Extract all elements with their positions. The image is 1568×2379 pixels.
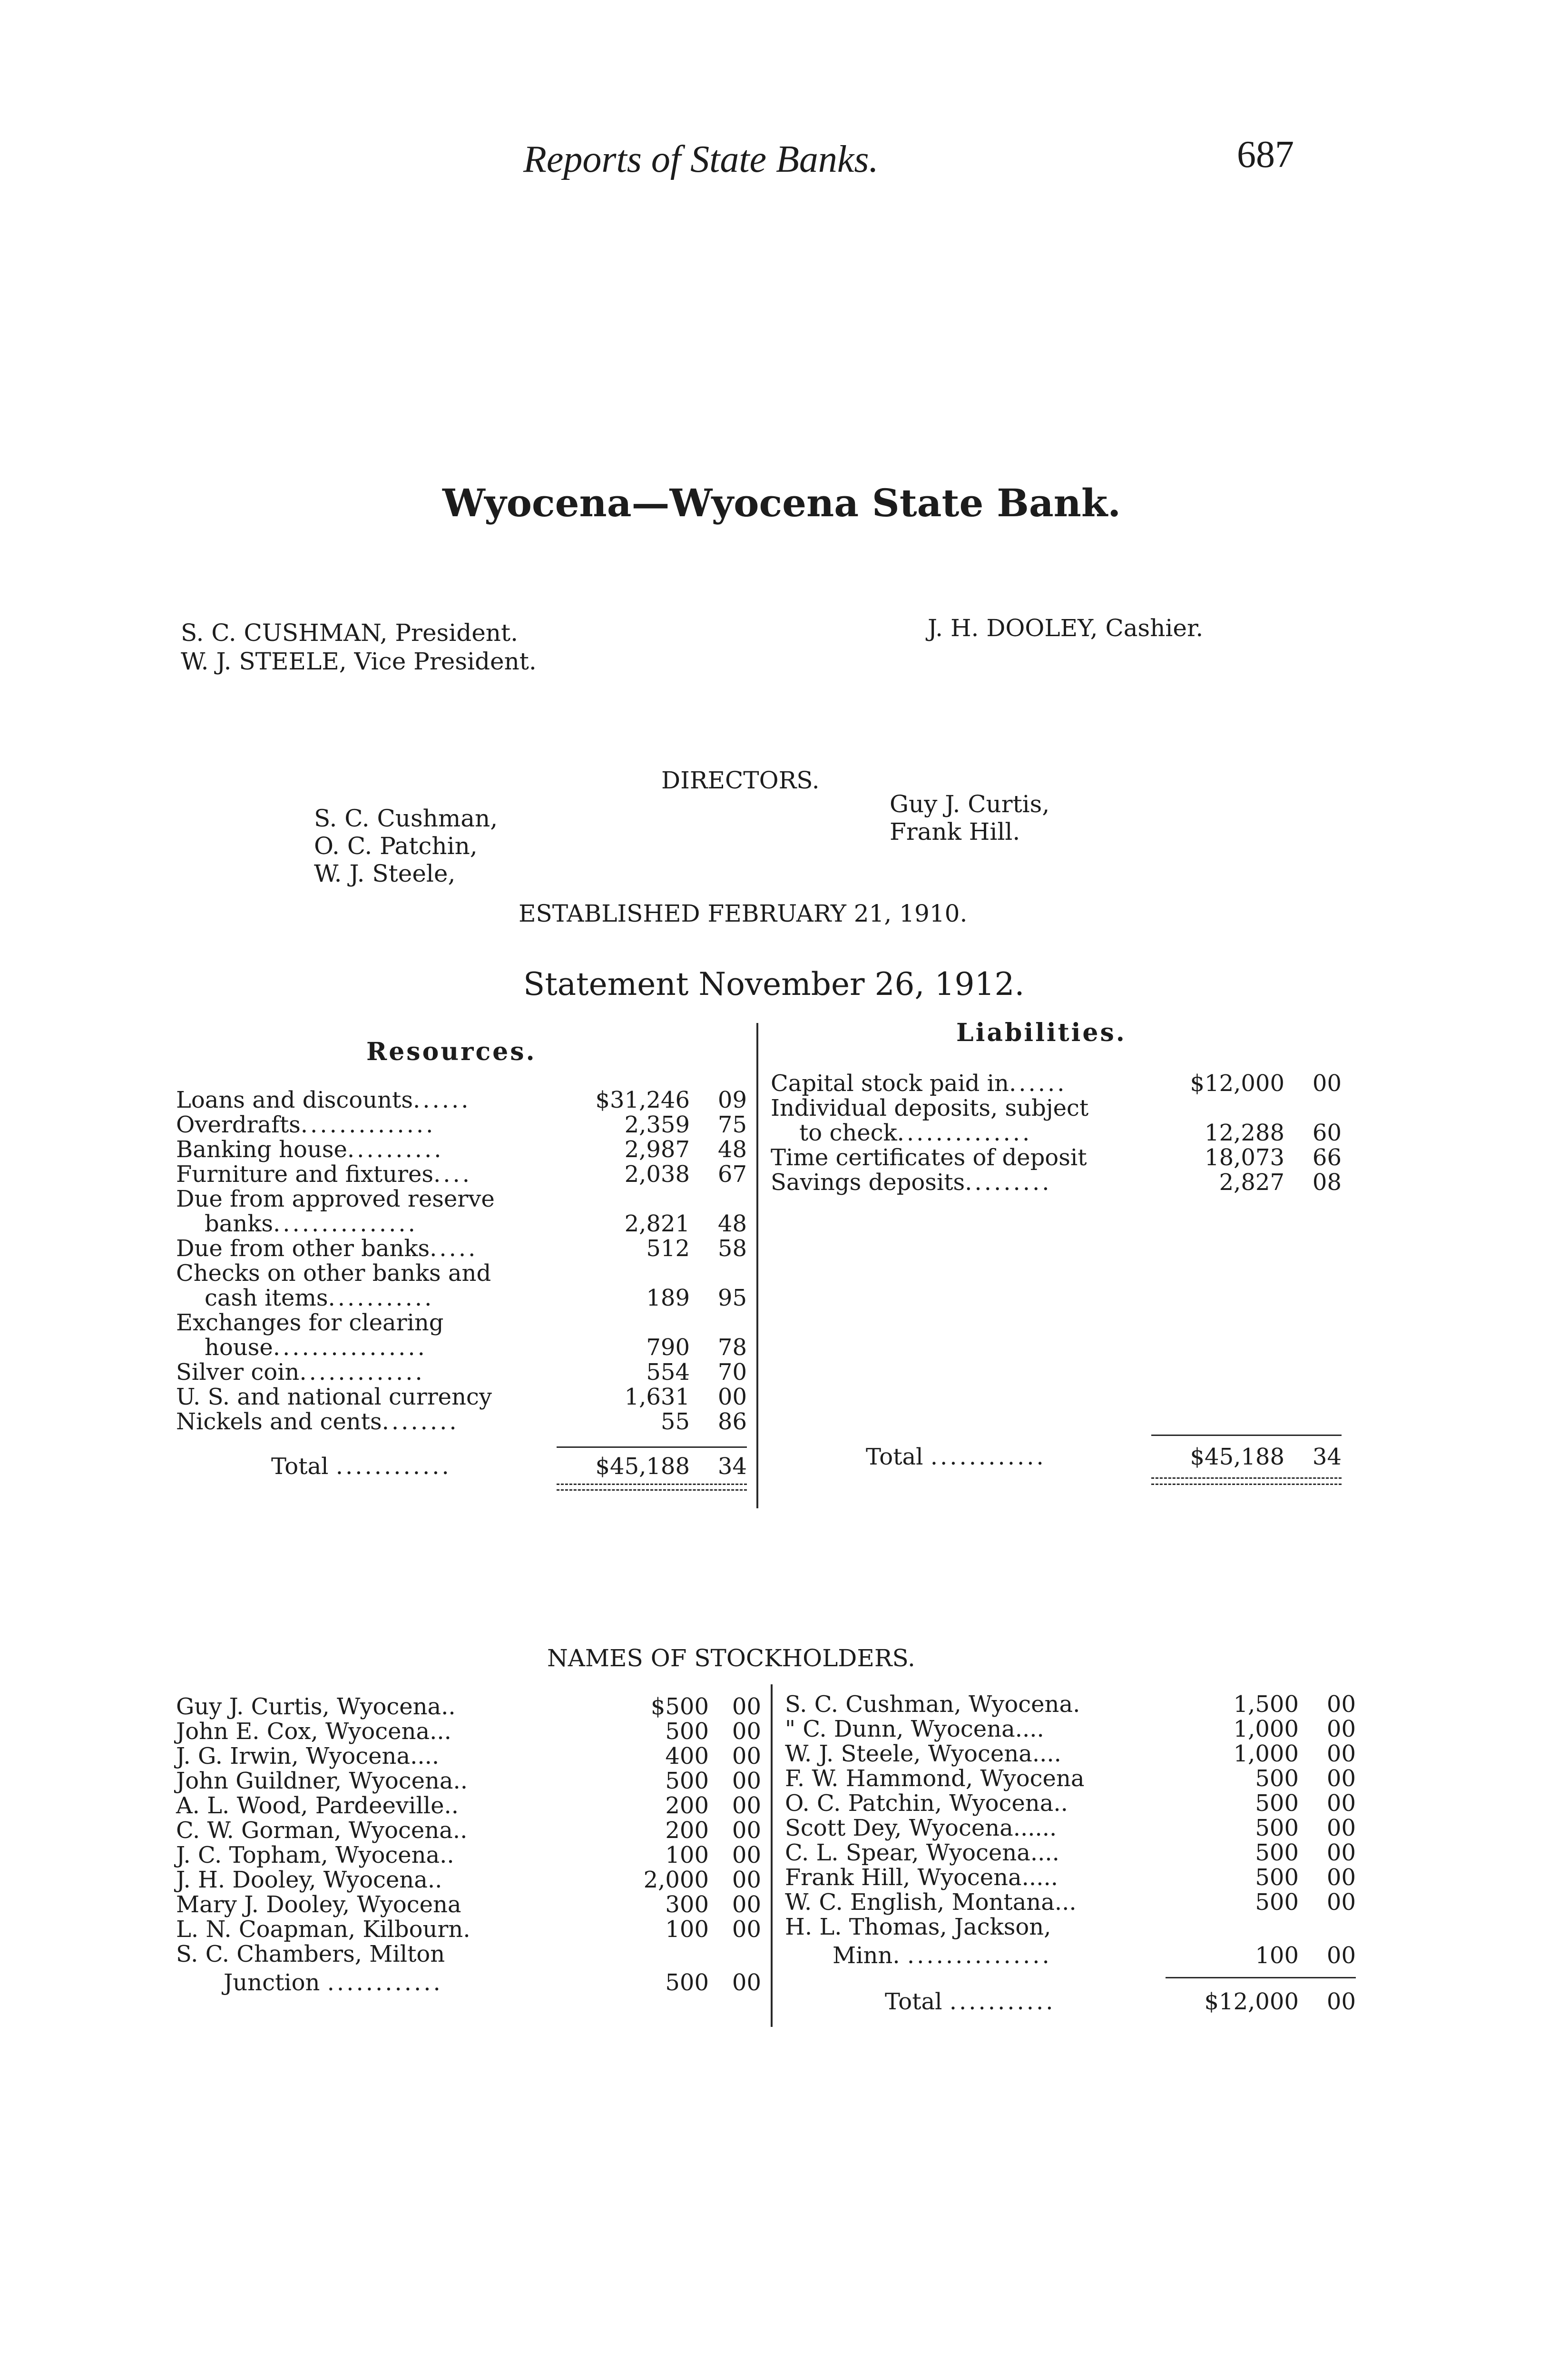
stockholders-heading: NAMES OF STOCKHOLDERS. <box>547 1644 915 1672</box>
stockholder-row <box>176 1743 761 1769</box>
stockholder-name: O. C. Patchin, Wyocena.. <box>785 1790 1068 1817</box>
stockholder-dollars: $500 <box>650 1693 709 1720</box>
stockholder-cents: 00 <box>1326 1740 1356 1767</box>
stockholder-cents: 00 <box>732 1792 761 1819</box>
stockholder-cents: 00 <box>1326 1765 1356 1792</box>
stockholder-cents: 00 <box>732 1891 761 1918</box>
resource-cents: 67 <box>717 1161 747 1188</box>
director-name: Frank Hill. <box>890 818 1020 845</box>
resource-cents: 48 <box>717 1210 747 1237</box>
stockholder-dollars: 500 <box>1255 1889 1299 1916</box>
stockholder-row <box>176 1719 761 1744</box>
resource-dollars: 2,038 <box>624 1161 690 1188</box>
liability-cents: 66 <box>1312 1144 1342 1171</box>
resource-row: Banking house.......... 2,987 48 <box>176 1136 747 1163</box>
liability-row: Capital stock paid in...... $12,000 00 <box>771 1070 1342 1097</box>
stockholder-dollars: 500 <box>665 1768 709 1794</box>
stockholder-dollars: 500 <box>1255 1815 1299 1841</box>
stockholder-dollars: 200 <box>665 1792 709 1819</box>
stockholder-cents: 00 <box>732 1743 761 1770</box>
stockholder-name: " C. Dunn, Wyocena.... <box>785 1716 1044 1742</box>
resource-label: Due from other banks <box>176 1235 430 1262</box>
stockholder-row <box>785 1840 1356 1866</box>
stockholder-name: C. W. Gorman, Wyocena.. <box>176 1817 468 1844</box>
liability-dollars: $12,000 <box>1190 1070 1284 1097</box>
stockholder-row <box>785 1889 1356 1915</box>
stockholder-name: Junction <box>224 1969 320 1996</box>
resource-dollars: 554 <box>646 1359 690 1386</box>
stockholder-dollars: 300 <box>665 1891 709 1918</box>
resource-dollars: 512 <box>646 1235 690 1262</box>
resource-label: banks <box>205 1210 273 1237</box>
stockholder-name: Frank Hill, Wyocena..... <box>785 1864 1058 1891</box>
stockholder-dollars: 100 <box>665 1842 709 1868</box>
stockholder-cents: 00 <box>732 1768 761 1794</box>
stockholders-left-list <box>176 1694 761 2017</box>
liability-dollars: 2,827 <box>1219 1169 1284 1196</box>
liability-cents: 00 <box>1312 1070 1342 1097</box>
stockholder-name: J. H. Dooley, Wyocena.. <box>176 1867 442 1893</box>
resource-row: banks............... 2,821 48 <box>205 1210 747 1237</box>
liabilities-total-row: Total ............ $45,188 34 <box>866 1444 1342 1470</box>
resource-row: house................ 790 78 <box>205 1334 747 1361</box>
liability-cents: 08 <box>1312 1169 1342 1196</box>
resource-cents: 00 <box>717 1384 747 1410</box>
resource-cents: 48 <box>717 1136 747 1163</box>
director-name: O. C. Patchin, <box>314 832 478 860</box>
stockholder-name: J. G. Irwin, Wyocena.... <box>176 1743 440 1770</box>
liabilities-total-rule <box>1151 1435 1342 1436</box>
resource-row: Furniture and fixtures.... 2,038 67 <box>176 1161 747 1188</box>
stockholder-name: Scott Dey, Wyocena...... <box>785 1815 1057 1841</box>
stockholder-name: John Guildner, Wyocena.. <box>176 1768 468 1794</box>
stockholder-name: John E. Cox, Wyocena... <box>176 1718 451 1745</box>
resource-row <box>176 1384 747 1410</box>
stockholder-row <box>785 1790 1356 1816</box>
liability-row: Savings deposits......... 2,827 08 <box>771 1169 1342 1196</box>
stockholders-total-row: Total ........... $12,000 00 <box>885 1988 1356 2015</box>
liability-dollars: 12,288 <box>1205 1120 1284 1146</box>
stockholder-dollars: 500 <box>1255 1864 1299 1891</box>
resources-list <box>176 1087 747 1449</box>
liability-dollars: 18,073 <box>1205 1144 1284 1171</box>
resource-label: house <box>205 1334 273 1361</box>
resource-dollars: 2,821 <box>624 1210 690 1237</box>
stockholder-name: Minn. <box>833 1942 900 1969</box>
resource-row <box>176 1186 747 1212</box>
resource-row: Nickels and cents........ 55 86 <box>176 1408 747 1435</box>
stockholder-dollars: 500 <box>665 1718 709 1745</box>
resource-cents: 70 <box>717 1359 747 1386</box>
column-divider <box>756 1023 758 1508</box>
stockholder-row <box>176 1917 761 1942</box>
stockholder-name: A. L. Wood, Pardeeville.. <box>176 1792 459 1819</box>
stockholder-row: Minn. ............... 100 00 <box>833 1942 1356 1969</box>
stockholder-name: W. J. Steele, Wyocena.... <box>785 1740 1061 1767</box>
stockholder-row <box>785 1741 1356 1767</box>
stockholder-cents: 00 <box>732 1693 761 1720</box>
stockholder-cents: 00 <box>732 1867 761 1893</box>
resources-total-dollars: $45,188 <box>595 1453 690 1480</box>
stockholder-name: S. C. Chambers, Milton <box>176 1941 445 1967</box>
resource-label: Furniture and fixtures <box>176 1161 434 1188</box>
liability-cents: 60 <box>1312 1120 1342 1146</box>
director-name: W. J. Steele, <box>314 860 456 887</box>
stockholder-name: H. L. Thomas, Jackson, <box>785 1914 1051 1940</box>
resources-total-cents: 34 <box>717 1453 747 1480</box>
resource-dollars: 189 <box>646 1285 690 1311</box>
resource-cents: 09 <box>717 1087 747 1113</box>
liabilities-list <box>771 1071 1342 1213</box>
stockholder-dollars: 100 <box>1255 1942 1299 1969</box>
liability-row: to check.............. 12,288 60 <box>799 1120 1342 1146</box>
stockholder-row <box>785 1691 1356 1717</box>
stockholder-cents: 00 <box>1326 1942 1356 1969</box>
liabilities-total-label: Total <box>866 1444 923 1470</box>
resource-cents: 78 <box>717 1334 747 1361</box>
stockholders-right-list <box>785 1691 1356 1986</box>
stockholder-row <box>785 1766 1356 1791</box>
resource-label: Exchanges for clearing <box>176 1309 444 1336</box>
liabilities-total-dollars: $45,188 <box>1190 1444 1284 1470</box>
stockholder-row <box>176 1768 761 1794</box>
resource-row <box>176 1310 747 1336</box>
liability-label: Savings deposits <box>771 1169 965 1196</box>
resources-heading: Resources. <box>366 1037 537 1066</box>
resources-total-row: Total ............ $45,188 34 <box>271 1453 747 1480</box>
resource-label: Checks on other banks and <box>176 1260 491 1287</box>
stockholders-divider <box>771 1684 773 2027</box>
resource-row: Due from other banks..... 512 58 <box>176 1235 747 1262</box>
stockholder-name: J. C. Topham, Wyocena.. <box>176 1842 454 1868</box>
stockholder-cents: 00 <box>1326 1864 1356 1891</box>
running-title: Reports of State Banks. <box>523 138 879 180</box>
stockholder-name: S. C. Cushman, Wyocena. <box>785 1691 1080 1718</box>
stockholder-name: Guy J. Curtis, Wyocena.. <box>176 1693 456 1720</box>
resource-row: Silver coin............. 554 70 <box>176 1359 747 1386</box>
stockholder-cents: 00 <box>1326 1839 1356 1866</box>
stockholder-row <box>176 1892 761 1917</box>
stockholder-dollars: 500 <box>1255 1765 1299 1792</box>
stockholder-row <box>176 1941 761 1967</box>
stockholder-dollars: 500 <box>665 1969 709 1996</box>
resources-total-label: Total <box>271 1453 329 1480</box>
stockholder-dollars: 500 <box>1255 1790 1299 1817</box>
stockholder-dollars: 1,000 <box>1233 1716 1299 1742</box>
stockholder-row <box>176 1793 761 1819</box>
stockholder-name: L. N. Coapman, Kilbourn. <box>176 1916 470 1943</box>
stockholder-cents: 00 <box>1326 1790 1356 1817</box>
resource-dollars: $31,246 <box>595 1087 690 1113</box>
officer-vice-president: W. J. STEELE, Vice President. <box>181 648 537 675</box>
stockholder-name: F. W. Hammond, Wyocena <box>785 1765 1085 1792</box>
stockholder-cents: 00 <box>732 1817 761 1844</box>
director-name: Guy J. Curtis, <box>890 790 1050 818</box>
stockholder-row: Junction ............ 500 00 <box>224 1969 761 1996</box>
resource-label: Silver coin <box>176 1359 300 1386</box>
stockholders-total-rule <box>1166 1977 1356 1978</box>
resources-total-double-rule <box>557 1484 747 1485</box>
resource-dollars: 790 <box>646 1334 690 1361</box>
resource-row: Overdrafts.............. 2,359 75 <box>176 1111 747 1138</box>
resource-label: Loans and discounts <box>176 1087 413 1113</box>
liabilities-total-cents: 34 <box>1312 1444 1342 1470</box>
resource-dollars: 55 <box>660 1408 690 1435</box>
directors-heading: DIRECTORS. <box>661 767 820 794</box>
resource-dollars: 2,987 <box>624 1136 690 1163</box>
page-number: 687 <box>1237 134 1294 176</box>
liability-label: Individual deposits, subject <box>771 1095 1089 1121</box>
resource-label: cash items <box>205 1285 328 1311</box>
stockholder-dollars: 1,500 <box>1233 1691 1299 1718</box>
stockholder-cents: 00 <box>732 1718 761 1745</box>
resource-label: U. S. and national currency <box>176 1384 492 1410</box>
stockholder-cents: 00 <box>1326 1691 1356 1718</box>
stockholder-dollars: 2,000 <box>643 1867 709 1893</box>
stockholder-row <box>785 1716 1356 1742</box>
liabilities-total-double-rule <box>1151 1477 1342 1479</box>
stockholder-dollars: 400 <box>665 1743 709 1770</box>
resources-total-rule <box>557 1446 747 1448</box>
resource-row: Loans and discounts...... $31,246 09 <box>176 1087 747 1113</box>
liability-label: Capital stock paid in <box>771 1070 1009 1097</box>
stockholder-name: W. C. English, Montana... <box>785 1889 1077 1916</box>
resource-cents: 75 <box>717 1111 747 1138</box>
stockholders-total-cents: 00 <box>1326 1988 1356 2015</box>
stockholder-row <box>785 1815 1356 1841</box>
resource-row: cash items........... 189 95 <box>205 1285 747 1311</box>
stockholder-cents: 00 <box>1326 1889 1356 1916</box>
liabilities-heading: Liabilities. <box>956 1018 1127 1047</box>
established-date: ESTABLISHED FEBRUARY 21, 1910. <box>519 900 968 927</box>
stockholder-dollars: 500 <box>1255 1839 1299 1866</box>
liability-row <box>771 1095 1342 1121</box>
stockholder-cents: 00 <box>732 1969 761 1996</box>
resource-cents: 86 <box>717 1408 747 1435</box>
resource-label: Overdrafts <box>176 1111 301 1138</box>
stockholder-row <box>176 1694 761 1720</box>
resource-cents: 95 <box>717 1285 747 1311</box>
statement-title: Statement November 26, 1912. <box>523 966 1025 1003</box>
stockholder-dollars: 100 <box>665 1916 709 1943</box>
liability-label: Time certificates of deposit <box>771 1144 1087 1171</box>
stockholder-row <box>785 1865 1356 1890</box>
stockholder-cents: 00 <box>1326 1716 1356 1742</box>
liability-label: to check <box>799 1120 897 1146</box>
stockholders-total-dollars: $12,000 <box>1204 1988 1299 2015</box>
stockholders-total-label: Total <box>885 1988 942 2015</box>
resource-label: Due from approved reserve <box>176 1186 495 1212</box>
officer-president: S. C. CUSHMAN, President. <box>181 619 518 647</box>
resource-dollars: 1,631 <box>624 1384 690 1410</box>
stockholder-cents: 00 <box>732 1842 761 1868</box>
bank-title: Wyocena—Wyocena State Bank. <box>442 481 1121 525</box>
resource-row <box>176 1260 747 1286</box>
stockholder-row <box>176 1842 761 1868</box>
stockholder-name: C. L. Spear, Wyocena.... <box>785 1839 1059 1866</box>
resource-label: Nickels and cents <box>176 1408 382 1435</box>
liabilities-total-double-rule <box>1151 1484 1342 1485</box>
officer-cashier: J. H. DOOLEY, Cashier. <box>928 614 1204 642</box>
stockholder-row <box>176 1867 761 1893</box>
liability-row <box>771 1145 1342 1170</box>
stockholder-dollars: 1,000 <box>1233 1740 1299 1767</box>
resources-total-double-rule <box>557 1489 747 1491</box>
stockholder-row <box>785 1914 1356 1940</box>
director-name: S. C. Cushman, <box>314 805 498 832</box>
stockholder-cents: 00 <box>732 1916 761 1943</box>
stockholder-cents: 00 <box>1326 1815 1356 1841</box>
stockholder-name: Mary J. Dooley, Wyocena <box>176 1891 461 1918</box>
resource-dollars: 2,359 <box>624 1111 690 1138</box>
stockholder-dollars: 200 <box>665 1817 709 1844</box>
resource-cents: 58 <box>717 1235 747 1262</box>
resource-label: Banking house <box>176 1136 347 1163</box>
stockholder-row <box>176 1818 761 1843</box>
